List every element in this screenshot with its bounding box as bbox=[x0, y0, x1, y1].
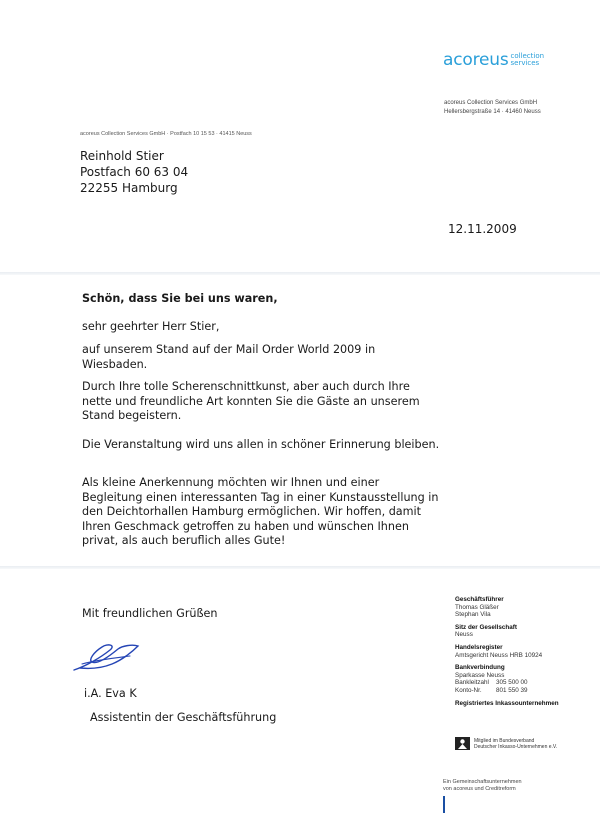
letter-greeting: sehr geehrter Herr Stier, bbox=[82, 320, 220, 333]
account-value: 801 550 39 bbox=[496, 686, 528, 694]
paragraph-4: Als kleine Anerkennung möchten wir Ihnen und einer Begleitung einen interessanten Tag in einer Kunstausstellung in den Deichtorhallen Hamburg ermöglichen. Wir hoffen, damit Ihren Geschmack getroffen zu haben und wünschen Ihnen privat, als auch beruflich alles Gute! bbox=[82, 476, 439, 547]
footer-accent-bar bbox=[443, 796, 445, 813]
logo-wordmark: acoreus bbox=[443, 50, 509, 70]
letter-closing: Mit freundlichen Grüßen bbox=[82, 607, 218, 620]
bank-code-row bbox=[455, 679, 595, 687]
bank-block bbox=[455, 664, 595, 694]
fold-line-top bbox=[0, 272, 600, 275]
signer-title: Assistentin der Geschäftsführung bbox=[90, 711, 277, 724]
recipient-city: 22255 Hamburg bbox=[80, 181, 178, 195]
sender-address-block bbox=[444, 99, 541, 117]
footer-line-1: Ein Gemeinschaftsunternehmen bbox=[443, 779, 522, 785]
letter-headline: Schön, dass Sie bei uns waren, bbox=[82, 292, 278, 305]
registered-collection-note: Registriertes Inkassounternehmen bbox=[455, 699, 559, 707]
company-info-column bbox=[455, 596, 595, 707]
handwritten-signature bbox=[72, 640, 142, 674]
bank-code-label: Bankleitzahl bbox=[455, 679, 489, 687]
bank-label: Bankverbindung bbox=[455, 664, 505, 672]
management-label: Geschäftsführer bbox=[455, 596, 504, 603]
recipient-address bbox=[80, 148, 188, 196]
bank-name: Sparkasse Neuss bbox=[455, 671, 505, 679]
sender-street: Hellersbergstraße 14 · 41460 Neuss bbox=[444, 109, 541, 115]
membership-text: Mitglied im Bundesverband Deutscher Inkasso-Unternehmen e.V. bbox=[474, 737, 558, 750]
letter-date: 12.11.2009 bbox=[448, 222, 517, 236]
register-value: Amtsgericht Neuss HRB 10924 bbox=[455, 651, 543, 659]
signer-name: i.A. Eva K bbox=[84, 687, 137, 700]
account-label: Konto-Nr. bbox=[455, 686, 482, 694]
recipient-name: Reinhold Stier bbox=[80, 149, 164, 163]
footer-note bbox=[443, 779, 522, 793]
seat-label: Sitz der Gesellschaft bbox=[455, 623, 517, 631]
management-block bbox=[455, 596, 595, 619]
logo-tagline: collection services bbox=[510, 52, 545, 67]
seat-block bbox=[455, 624, 595, 639]
recipient-postbox: Postfach 60 63 04 bbox=[80, 165, 189, 179]
association-logo-icon bbox=[455, 737, 470, 750]
seat-value: Neuss bbox=[455, 631, 473, 639]
paragraph-1: auf unserem Stand auf der Mail Order World 2009 in Wiesbaden. bbox=[82, 343, 376, 371]
register-label: Handelsregister bbox=[455, 643, 503, 651]
return-address-line: acoreus Collection Services GmbH · Postfach 10 15 53 · 41415 Neuss bbox=[80, 131, 252, 137]
paragraph-2: Durch Ihre tolle Scherenschnittkunst, aber auch durch Ihre nette und freundliche Art konnten Sie die Gäste an unserem Stand begeistern. bbox=[82, 380, 420, 422]
company-logo bbox=[443, 52, 544, 69]
paragraph-3: Die Veranstaltung wird uns allen in schöner Erinnerung bleiben. bbox=[82, 438, 440, 451]
footer-line-2: von acoreus und Creditreform bbox=[443, 786, 516, 792]
sender-company: acoreus Collection Services GmbH bbox=[444, 100, 538, 106]
manager-1: Thomas Gläßer bbox=[455, 603, 499, 611]
manager-2: Stephan Vila bbox=[455, 611, 491, 619]
fold-line-bottom bbox=[0, 566, 600, 569]
register-block bbox=[455, 644, 595, 659]
bank-code-value: 305 500 00 bbox=[496, 679, 528, 687]
association-membership bbox=[455, 737, 557, 750]
account-row bbox=[455, 687, 595, 695]
